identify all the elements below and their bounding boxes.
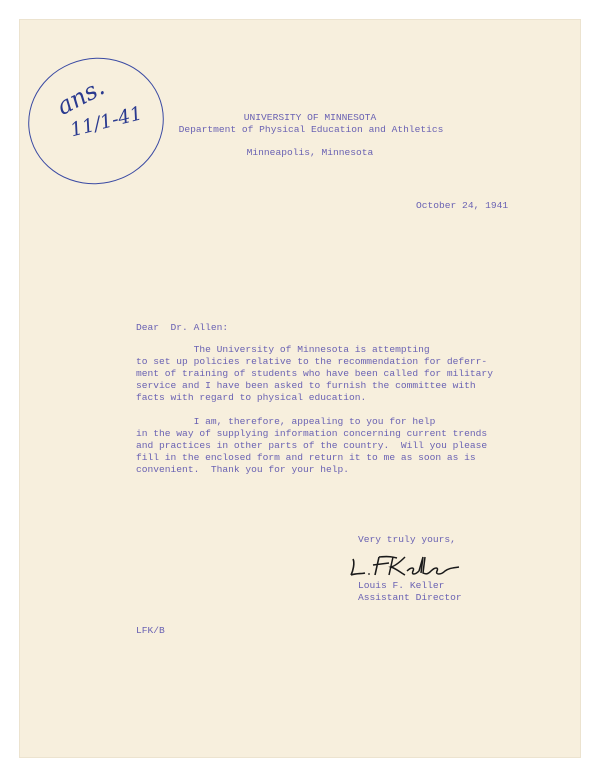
body-paragraph-2-line-4: fill in the enclosed form and return it to me as soon as is <box>136 452 476 463</box>
body-paragraph-2-line-1: I am, therefore, appealing to you for help <box>136 416 436 427</box>
letterhead-department: Department of Physical Education and Athletics <box>178 124 444 135</box>
body-paragraph-1-line-2: to set up policies relative to the recommendation for deferr- <box>136 356 488 367</box>
closing: Very truly yours, <box>358 534 456 545</box>
letterhead-institution: UNIVERSITY OF MINNESOTA <box>243 112 377 123</box>
body-paragraph-1-line-4: service and I have been asked to furnish the committee with <box>136 380 476 391</box>
body-paragraph-1-line-5: facts with regard to physical education. <box>136 392 367 403</box>
body-paragraph-2-line-2: in the way of supplying information concerning current trends <box>136 428 488 439</box>
letterhead-location: Minneapolis, Minnesota <box>246 147 374 158</box>
salutation: Dear Dr. Allen: <box>136 322 229 333</box>
body-paragraph-1-line-3: ment of training of students who have been called for military <box>136 368 493 379</box>
reference-initials: LFK/B <box>136 625 165 636</box>
letter-date: October 24, 1941 <box>416 200 509 211</box>
handwritten-annotation-line1: ans. <box>52 72 110 121</box>
body-paragraph-2-line-5: convenient. Thank you for your help. <box>136 464 350 475</box>
body-paragraph-2-line-3: and practices in other parts of the country. Will you please <box>136 440 488 451</box>
signer-title: Assistant Director <box>358 592 462 603</box>
handwritten-signature <box>349 553 461 579</box>
signer-name: Louis F. Keller <box>358 580 445 591</box>
body-paragraph-1-line-1: The University of Minnesota is attempting <box>136 344 430 355</box>
handwritten-annotation-line2: 11/1-41 <box>68 102 145 142</box>
